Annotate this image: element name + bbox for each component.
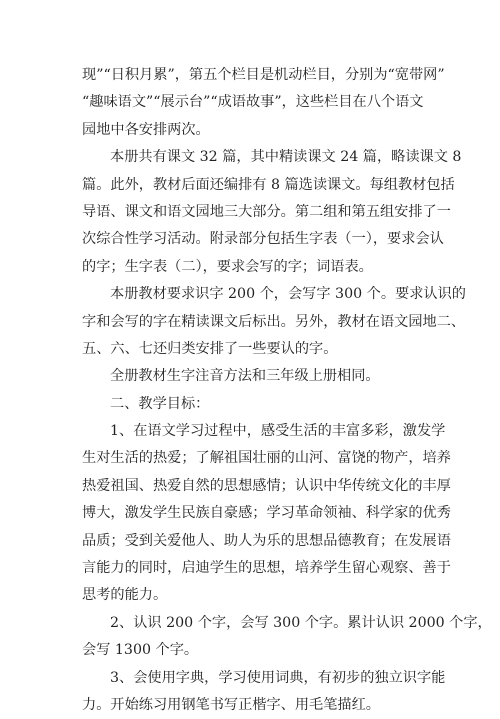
- text-line: 思考的能力。: [82, 587, 168, 604]
- text-line: 本册教材要求识字 200 个，会写字 300 个。要求认识的: [110, 286, 466, 303]
- text-line: 力。开始练习用钢笔书写正楷字、用毛笔描红。: [82, 696, 380, 713]
- text-line: 热爱祖国、热爱自然的思想感情；认识中华传统文化的丰厚: [82, 477, 451, 494]
- text-line: 字和会写的字在精读课文后标出。另外，教材在语文园地二、: [82, 313, 466, 330]
- text-line: 次综合性学习活动。附录部分包括生字表（一），要求会认: [82, 231, 444, 248]
- text-line: 2、认识 200 个字，会写 300 个字。累计认识 2000 个字，: [110, 614, 492, 631]
- text-line: 现”“日积月累”，第五个栏目是机动栏目，分别为“宽带网”: [82, 67, 445, 83]
- paragraph-characters: [82, 281, 466, 363]
- paragraph-goal-2: [82, 610, 492, 665]
- text-line: 五、六、七还归类安排了一些要认的字。: [82, 340, 338, 357]
- text-line: 园地中各安排两次。: [82, 121, 210, 138]
- text-line: 3、会使用字典，学习使用词典，有初步的独立识字能: [110, 669, 446, 686]
- text-line: 言能力的同时，启迪学生的思想，培养学生留心观察、善于: [82, 560, 451, 577]
- text-line: 的字；生字表（二），要求会写的字；词语表。: [82, 258, 373, 275]
- text-line: 本册共有课文 32 篇，其中精读课文 24 篇，略读课文 8: [110, 149, 462, 166]
- text-line: 篇。此外，教材后面还编排有 8 篇选读课文。每组教材包括: [82, 176, 455, 193]
- document-page: [82, 62, 492, 719]
- paragraph-texts-count: [82, 144, 462, 281]
- text-line: “趣味语文”“展示台”“成语故事”，这些栏目在八个语文: [82, 94, 424, 111]
- text-line: 生对生活的热爱；了解祖国壮丽的山河、富饶的物产，培养: [82, 450, 451, 467]
- text-line: 博大，激发学生民族自豪感；学习革命领袖、科学家的优秀: [82, 505, 451, 522]
- text-line: 会写 1300 个字。: [82, 642, 199, 659]
- paragraph-columns: [82, 62, 445, 144]
- paragraph-phonetics: [82, 363, 422, 390]
- text-line: 全册教材生字注音方法和三年级上册相同。: [110, 368, 380, 385]
- paragraph-goal-3: [82, 665, 446, 719]
- text-line: 二、教学目标：: [110, 395, 210, 412]
- text-line: 1、在语文学习过程中，感受生活的丰富多彩，激发学: [110, 423, 446, 440]
- text-line: 导语、课文和语文园地三大部分。第二组和第五组安排了一: [82, 203, 451, 220]
- heading-teaching-goals: [82, 391, 422, 418]
- paragraph-goal-1: [82, 418, 451, 610]
- text-line: 品质；受到关爱他人、助人为乐的思想品德教育；在发展语: [82, 532, 451, 549]
